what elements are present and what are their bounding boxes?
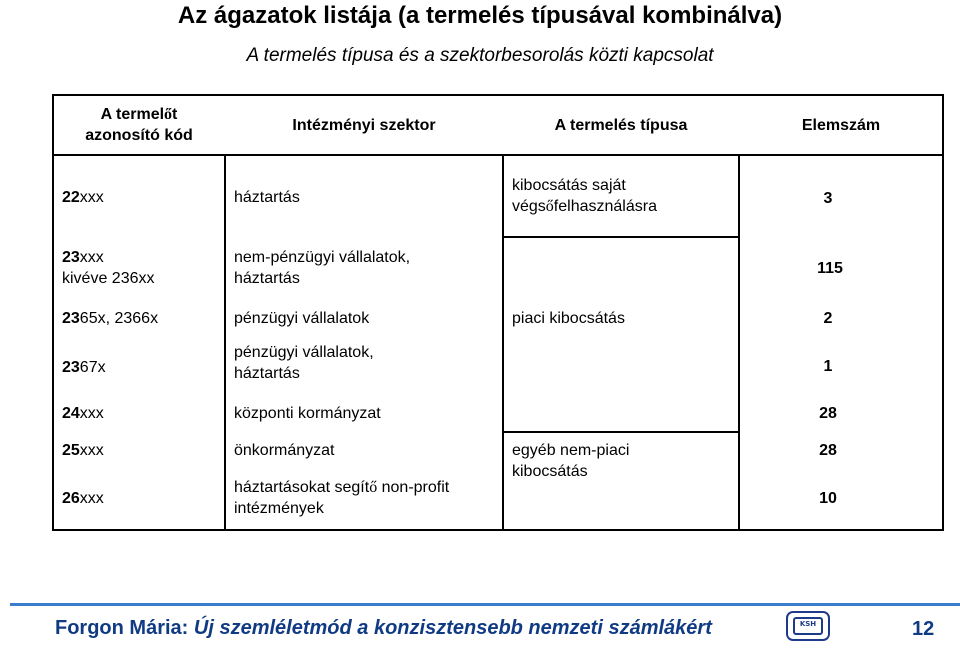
code-line2: kivéve 236xx	[62, 270, 155, 287]
code-rest: xxx	[79, 441, 104, 459]
code-rest: 65x, 2366x	[79, 309, 159, 327]
code-column-border	[52, 154, 226, 531]
code-bold: 23	[62, 358, 80, 376]
slide-subtitle: A termelés típusa és a szektorbesorolás közti kapcsolat	[246, 45, 714, 66]
code-bold: 25	[62, 441, 80, 459]
header-count: Elemszám	[801, 116, 881, 134]
code-rest: xxx	[79, 188, 104, 206]
count-24: 28	[819, 404, 837, 422]
sector-nonfinancial-household	[234, 246, 410, 290]
code-rest: xxx	[79, 404, 104, 422]
header-code-text-a: A termel	[100, 106, 165, 123]
production-own-text-c: felhasználásra	[553, 198, 657, 215]
page-number: 12	[912, 618, 935, 640]
ksh-logo	[786, 611, 830, 641]
sector-central-government: központi kormányzat	[234, 404, 381, 422]
sector-financial: pénzügyi vállalatok	[234, 309, 370, 327]
footer-text	[55, 617, 712, 640]
sector-text-a: háztartásokat segít	[234, 479, 370, 496]
count-column-border	[738, 154, 944, 531]
table-row-2367-code	[62, 356, 106, 378]
header-code	[52, 94, 226, 156]
code-rest: 67x	[79, 358, 106, 376]
footer-author: Forgon Mária:	[55, 617, 189, 639]
footer-title: Új szemléletmód a konzisztensebb nemzeti számlákért	[188, 617, 712, 639]
count-25: 28	[819, 441, 837, 459]
footer-divider	[10, 603, 960, 606]
count-22: 3	[823, 189, 833, 207]
sector-local-government: önkormányzat	[234, 441, 335, 459]
sector-line1: nem-pénzügyi vállalatok,	[234, 249, 411, 266]
sector-text-c: non-profit	[377, 479, 450, 496]
production-type-nonmarket	[512, 439, 629, 483]
production-own-line1: kibocsátás saját	[512, 177, 626, 194]
table-row-25-code	[62, 439, 104, 461]
header-code-line2: azonosító kód	[85, 127, 193, 144]
table-row-24-code	[62, 402, 104, 424]
production-nonmarket-line2: kibocsátás	[512, 463, 588, 480]
table-row-22-code	[62, 186, 104, 208]
production-nonmarket-line1: egyéb nem-piaci	[512, 442, 630, 459]
sector-household: háztartás	[234, 188, 300, 206]
header-code-text-c: t	[172, 106, 178, 123]
sector-line2: háztartás	[234, 365, 300, 382]
production-own-text-a: végs	[512, 198, 546, 215]
production-type-market-border	[502, 236, 740, 433]
table-row-26-code	[62, 487, 104, 509]
header-code-text-b: ő	[164, 106, 173, 123]
header-production-type: A termelés típusa	[554, 116, 688, 134]
count-23: 115	[817, 259, 843, 277]
code-bold: 24	[62, 404, 80, 422]
sector-npish	[234, 476, 449, 520]
count-26: 10	[819, 489, 837, 507]
count-2367: 1	[823, 357, 833, 375]
sector-line2: intézmények	[234, 500, 324, 517]
code-bold: 26	[62, 489, 80, 507]
code-bold: 23	[62, 309, 80, 327]
header-sector: Intézményi szektor	[292, 116, 436, 134]
table-row-23-code	[62, 246, 155, 290]
production-own-text-b: ő	[545, 198, 554, 215]
ksh-logo-mark: KSH	[793, 617, 823, 635]
code-bold: 23	[62, 249, 80, 266]
table-row-2365-code	[62, 307, 158, 329]
slide-title: Az ágazatok listája (a termelés típusával kombinálva)	[177, 2, 783, 29]
sector-text-b: ő	[369, 479, 378, 496]
code-rest: xxx	[79, 489, 104, 507]
sector-line2: háztartás	[234, 270, 300, 287]
production-type-own-use	[512, 174, 657, 218]
production-type-market: piaci kibocsátás	[512, 309, 625, 327]
sector-financial-household	[234, 341, 374, 385]
sector-line1: pénzügyi vállalatok,	[234, 344, 374, 361]
code-rest: xxx	[79, 249, 104, 266]
code-bold: 22	[62, 188, 80, 206]
count-2365: 2	[823, 309, 833, 327]
